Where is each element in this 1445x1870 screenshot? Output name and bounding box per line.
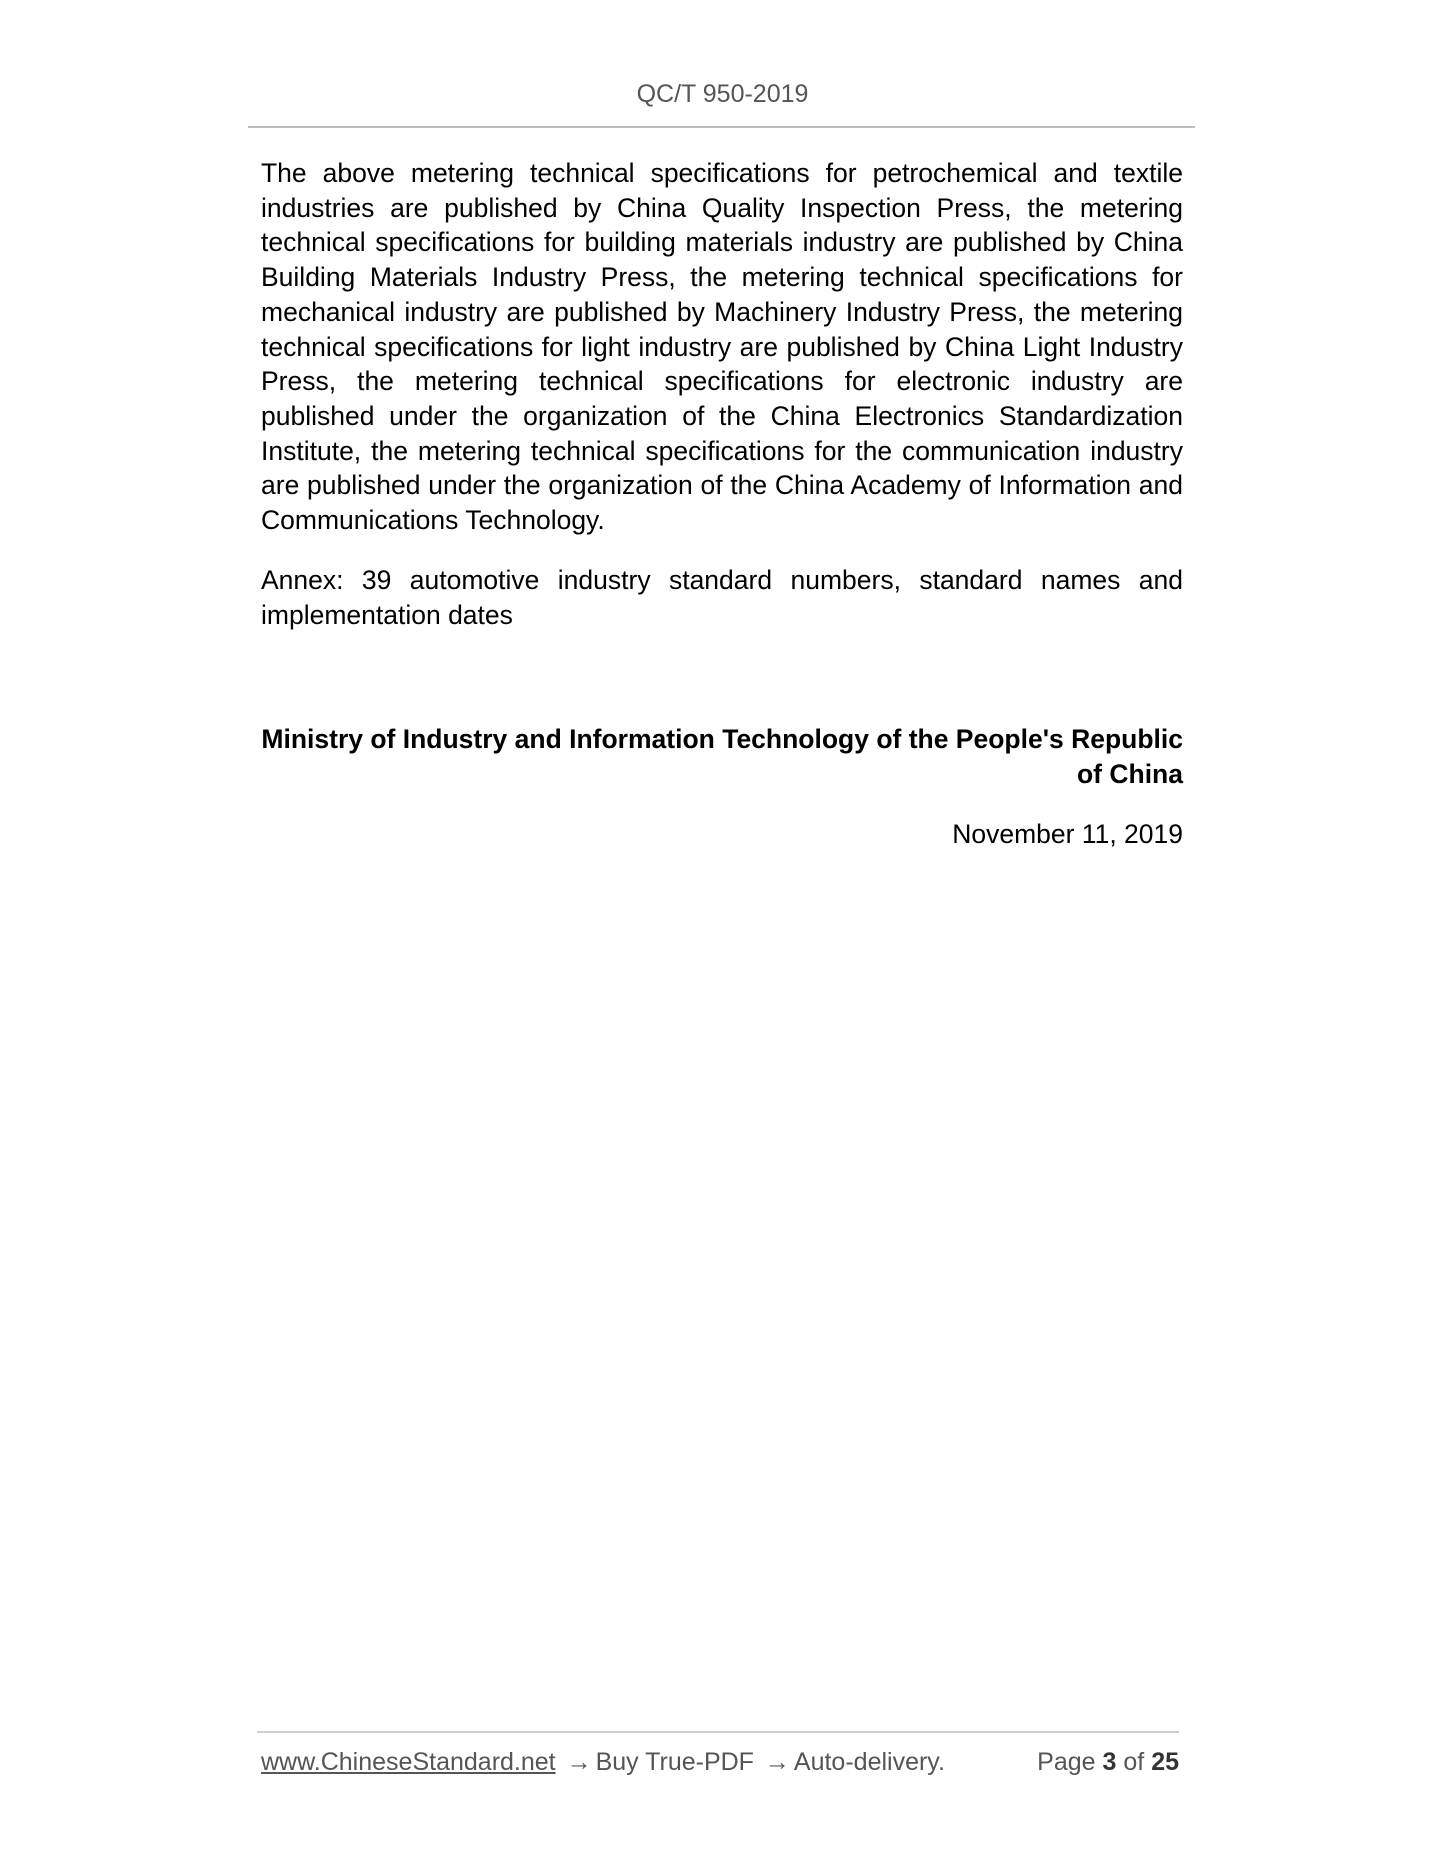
page-current: 3 [1102, 1748, 1117, 1776]
page-of: of [1123, 1748, 1145, 1776]
body-paragraph-publishers: The above metering technical specifications for petrochemical and textile industries are published by China Quality Inspection Press, the metering technical specifications for building materials industry are published by China Building Materials Industry Press, the metering technical specifications for mechanical industry are published by Machinery Industry Press, the metering technical specifications for light industry are published by China Light Industry Press, the metering technical specifications for electronic industry are published under the organization of the China Electronics Standardization Institute, the metering technical specifications for the communication industry are published under the organization of the China Academy of Information and Communications Technology. [261, 158, 1183, 536]
arrow-right-icon: → [566, 1748, 592, 1776]
body-paragraph-annex: Annex: 39 automotive industry standard numbers, standard names and implementation dates [261, 565, 1183, 630]
site-link[interactable]: www.ChineseStandard.net [261, 1748, 556, 1776]
page-number [1037, 1748, 1179, 1777]
header-divider [248, 126, 1195, 128]
issue-date: November 11, 2019 [952, 819, 1183, 849]
arrow-right-icon: → [764, 1748, 790, 1776]
page-label: Page [1037, 1748, 1096, 1776]
page-footer [261, 1748, 1179, 1777]
document-code-header: QC/T 950-2019 [636, 80, 809, 108]
buy-text: Buy True-PDF [595, 1748, 754, 1776]
footer-divider [257, 1731, 1179, 1733]
page-total: 25 [1151, 1748, 1179, 1776]
footer-promo [261, 1748, 945, 1777]
issuing-organization: Ministry of Industry and Information Technology of the People's Republic of China [261, 724, 1183, 789]
delivery-text: Auto-delivery. [793, 1748, 945, 1776]
